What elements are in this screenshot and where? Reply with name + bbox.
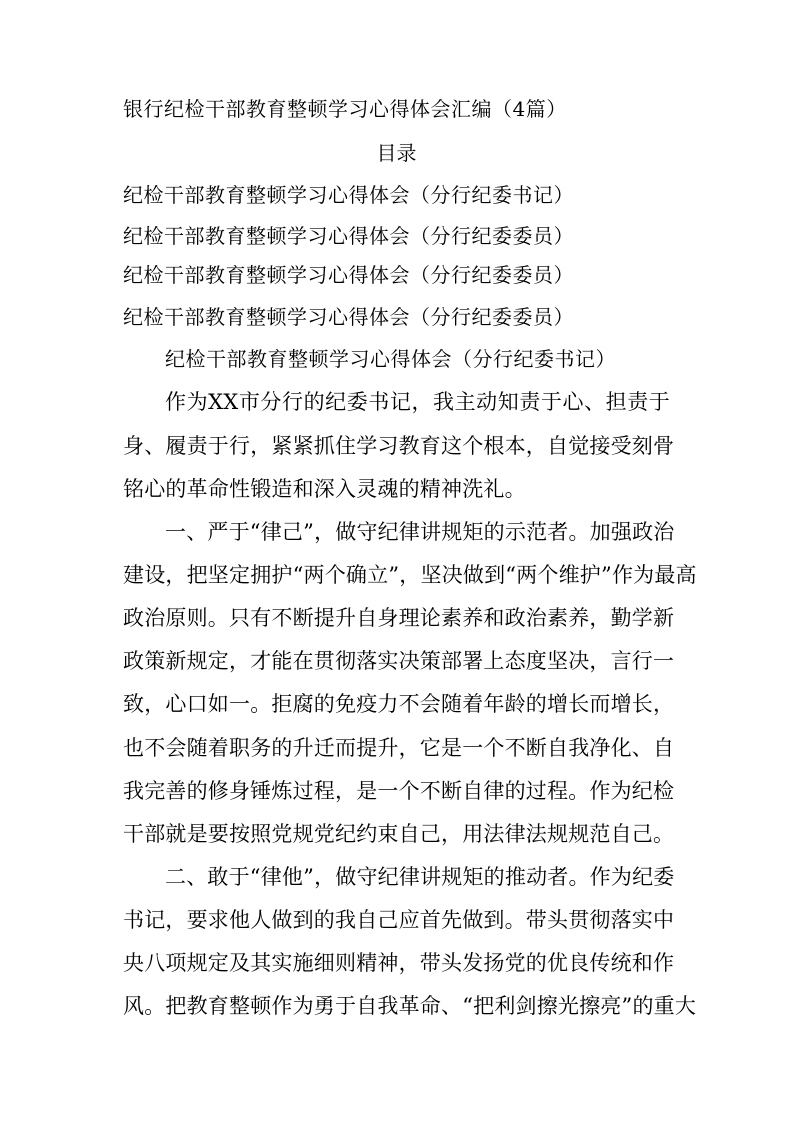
paragraph-line: 建设，把坚定拥护“两个确立”，坚决做到“两个维护”作为最高 (123, 563, 697, 587)
paragraph-line: 也不会随着职务的升迁而提升，它是一个不断自我净化、自 (123, 736, 675, 760)
paragraph-line: 我完善的修身锤炼过程，是一个不断自律的过程。作为纪检 (123, 779, 675, 803)
paragraph-line: 作为XX市分行的纪委书记，我主动知责于心、担责于 (165, 390, 670, 414)
paragraph-line: 风。把教育整顿作为勇于自我革命、“把利剑擦光擦亮”的重大 (123, 994, 697, 1018)
section-title: 纪检干部教育整顿学习心得体会（分行纪委书记） (165, 347, 616, 371)
toc-item[interactable]: 纪检干部教育整顿学习心得体会（分行纪委书记） (123, 183, 574, 207)
paragraph-line: 致，心口如一。拒腐的免疫力不会随着年龄的增长而增长， (123, 692, 675, 716)
toc-heading: 目录 (376, 141, 417, 165)
paragraph-line: 身、履责于行，紧紧抓住学习教育这个根本，自觉接受刻骨 (123, 434, 675, 458)
paragraph-line: 一、严于“律己”，做守纪律讲规矩的示范者。加强政治 (165, 520, 675, 544)
paragraph-line: 政治原则。只有不断提升自身理论素养和政治素养，勤学新 (123, 606, 675, 630)
paragraph-line: 央八项规定及其实施细则精神，带头发扬党的优良传统和作 (123, 951, 675, 975)
document-title: 银行纪检干部教育整顿学习心得体会汇编（4篇） (123, 97, 567, 121)
paragraph-line: 书记，要求他人做到的我自己应首先做到。带头贯彻落实中 (123, 908, 675, 932)
toc-item[interactable]: 纪检干部教育整顿学习心得体会（分行纪委委员） (123, 224, 574, 248)
toc-item[interactable]: 纪检干部教育整顿学习心得体会（分行纪委委员） (123, 305, 574, 329)
paragraph-line: 干部就是要按照党规党纪约束自己，用法律法规规范自己。 (123, 822, 675, 846)
paragraph-line: 铭心的革命性锻造和深入灵魂的精神洗礼。 (123, 477, 526, 501)
paragraph-line: 二、敢于“律他”，做守纪律讲规矩的推动者。作为纪委 (165, 865, 675, 889)
toc-item[interactable]: 纪检干部教育整顿学习心得体会（分行纪委委员） (123, 263, 574, 287)
paragraph-line: 政策新规定，才能在贯彻落实决策部署上态度坚决，言行一 (123, 649, 675, 673)
